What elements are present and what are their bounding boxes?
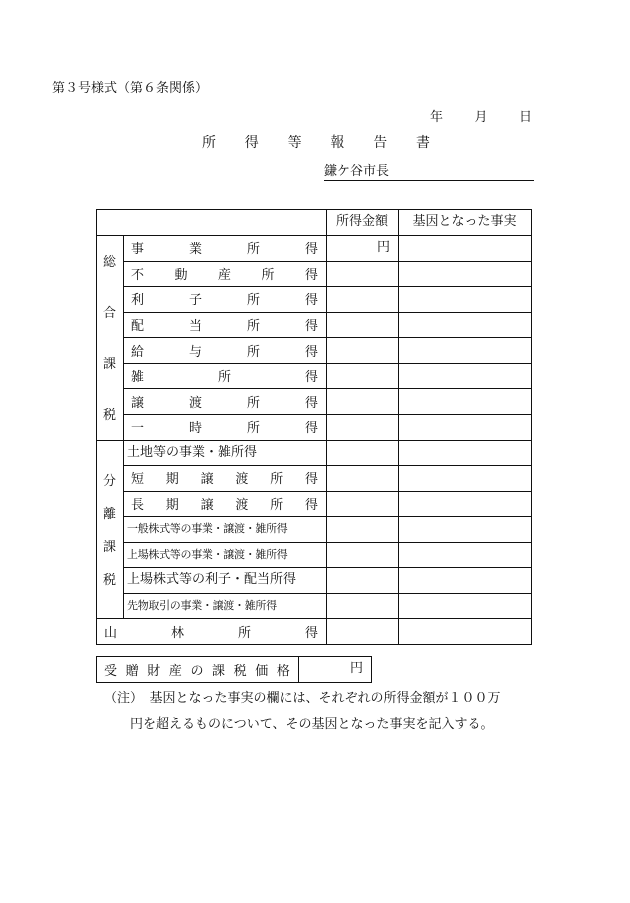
addressee-line bbox=[324, 160, 534, 181]
label-char: 得 bbox=[304, 497, 318, 513]
label-char: 子 bbox=[188, 293, 202, 309]
label-char: 短 bbox=[131, 472, 145, 488]
sogo-income-label bbox=[131, 337, 318, 363]
group-char: 合 bbox=[102, 306, 116, 322]
bunri-income-label bbox=[131, 491, 318, 517]
table-rule bbox=[96, 644, 532, 645]
label-char: 得 bbox=[304, 421, 318, 437]
label-char: 期 bbox=[165, 472, 179, 488]
addressee-name: 鎌ケ谷市長 bbox=[324, 164, 390, 179]
label-char: 得 bbox=[304, 267, 318, 283]
label-char: 得 bbox=[304, 625, 318, 641]
table-rule bbox=[531, 209, 532, 644]
document-title bbox=[202, 132, 430, 152]
label-char: 山 bbox=[104, 625, 118, 641]
title-char: 報 bbox=[330, 135, 345, 151]
gift-amount-unit-yen: 円 bbox=[349, 661, 363, 676]
label-char: 所 bbox=[246, 293, 260, 309]
label-char: 所 bbox=[246, 318, 260, 334]
group-char: 離 bbox=[102, 506, 116, 522]
label-char: 所 bbox=[246, 242, 260, 258]
label-char: 与 bbox=[188, 344, 202, 360]
note-prefix: （注） bbox=[104, 691, 137, 706]
label-char: 所 bbox=[217, 370, 231, 386]
gift-tax-table bbox=[96, 656, 371, 682]
note-line-1: 基因となった事実の欄には、それぞれの所得金額が１００万 bbox=[149, 691, 501, 706]
label-char: 渡 bbox=[235, 472, 249, 488]
label-char: 譲 bbox=[131, 395, 145, 411]
table-rule bbox=[96, 656, 97, 682]
group-char: 総 bbox=[102, 255, 116, 271]
label-char: 所 bbox=[237, 625, 251, 641]
date-year-label: 年 bbox=[430, 110, 444, 125]
label-char: 産 bbox=[168, 663, 182, 679]
label-char: 雑 bbox=[131, 370, 145, 386]
sogo-income-label bbox=[131, 388, 318, 414]
group-label-sogo bbox=[96, 235, 123, 440]
label-char: 財 bbox=[147, 663, 161, 679]
label-char: 長 bbox=[131, 497, 145, 513]
label-char: 所 bbox=[270, 472, 284, 488]
label-char: 給 bbox=[131, 344, 145, 360]
label-char: 事 bbox=[131, 242, 145, 258]
sogo-income-label bbox=[131, 414, 318, 440]
sogo-income-label bbox=[131, 235, 318, 261]
label-char: 動 bbox=[174, 267, 188, 283]
reason-column-header: 基因となった事実 bbox=[412, 214, 517, 229]
label-char: 所 bbox=[261, 267, 275, 283]
note-line-2: 円を超えるものについて、その基因となった事実を記入する。 bbox=[130, 717, 494, 732]
sogo-income-label bbox=[131, 363, 318, 389]
label-char: 得 bbox=[304, 242, 318, 258]
sogo-income-label bbox=[131, 286, 318, 312]
label-char: 格 bbox=[276, 663, 290, 679]
amount-unit-yen: 円 bbox=[376, 240, 390, 255]
label-char: 得 bbox=[304, 370, 318, 386]
table-rule bbox=[96, 682, 372, 683]
bunri-income-label: 上場株式等の利子・配当所得 bbox=[127, 572, 297, 588]
label-char: 産 bbox=[217, 267, 231, 283]
label-char: 林 bbox=[170, 625, 184, 641]
label-char: 業 bbox=[188, 242, 202, 258]
group-char: 税 bbox=[102, 408, 116, 424]
label-char: 利 bbox=[131, 293, 145, 309]
label-char: 得 bbox=[304, 395, 318, 411]
label-char: 渡 bbox=[188, 395, 202, 411]
label-char: 得 bbox=[304, 293, 318, 309]
label-char: 受 bbox=[104, 663, 118, 679]
sogo-income-label bbox=[131, 261, 318, 287]
bunri-income-label: 先物取引の事業・譲渡・雑所得 bbox=[127, 598, 277, 612]
label-char: 所 bbox=[270, 497, 284, 513]
bunri-income-label: 土地等の事業・雑所得 bbox=[127, 444, 258, 460]
amount-column-header: 所得金額 bbox=[335, 214, 388, 229]
label-char: 得 bbox=[304, 344, 318, 360]
label-char: 期 bbox=[165, 497, 179, 513]
label-char: 当 bbox=[188, 318, 202, 334]
table-rule bbox=[326, 209, 327, 644]
label-char: 課 bbox=[212, 663, 226, 679]
bunri-income-label bbox=[131, 465, 318, 491]
date-month-label: 月 bbox=[474, 110, 488, 125]
group-char: 課 bbox=[102, 540, 116, 556]
title-char: 書 bbox=[415, 135, 430, 151]
label-char: の bbox=[190, 663, 204, 679]
title-char: 等 bbox=[287, 135, 302, 151]
label-char: 譲 bbox=[200, 472, 214, 488]
label-char: 税 bbox=[233, 663, 247, 679]
label-char: 渡 bbox=[235, 497, 249, 513]
sanrin-income-label bbox=[104, 618, 318, 644]
label-char: 得 bbox=[304, 318, 318, 334]
group-char: 課 bbox=[102, 357, 116, 373]
note-block bbox=[104, 686, 501, 738]
table-rule bbox=[371, 656, 372, 682]
label-char: 譲 bbox=[200, 497, 214, 513]
bunri-income-label: 上場株式等の事業・譲渡・雑所得 bbox=[127, 547, 288, 561]
group-char: 分 bbox=[102, 473, 116, 489]
label-char: 贈 bbox=[125, 663, 139, 679]
label-char: 所 bbox=[246, 421, 260, 437]
title-char: 得 bbox=[244, 135, 259, 151]
income-table bbox=[96, 209, 531, 644]
table-rule bbox=[123, 235, 124, 618]
label-char: 不 bbox=[131, 267, 145, 283]
label-char: 配 bbox=[131, 318, 145, 334]
date-line bbox=[430, 106, 532, 125]
group-char: 税 bbox=[102, 573, 116, 589]
label-char: 所 bbox=[246, 395, 260, 411]
gift-label bbox=[104, 656, 290, 682]
table-rule bbox=[398, 209, 399, 644]
date-day-label: 日 bbox=[518, 110, 532, 125]
sogo-income-label bbox=[131, 312, 318, 338]
label-char: 時 bbox=[188, 421, 202, 437]
form-number: 第３号様式（第６条関係） bbox=[52, 81, 209, 96]
title-char: 所 bbox=[202, 135, 216, 151]
bunri-income-label: 一般株式等の事業・譲渡・雑所得 bbox=[127, 522, 288, 536]
label-char: 得 bbox=[304, 472, 318, 488]
group-label-bunri bbox=[96, 463, 123, 596]
title-char: 告 bbox=[373, 135, 388, 151]
label-char: 価 bbox=[255, 663, 269, 679]
label-char: 所 bbox=[246, 344, 260, 360]
label-char: 一 bbox=[131, 421, 145, 437]
